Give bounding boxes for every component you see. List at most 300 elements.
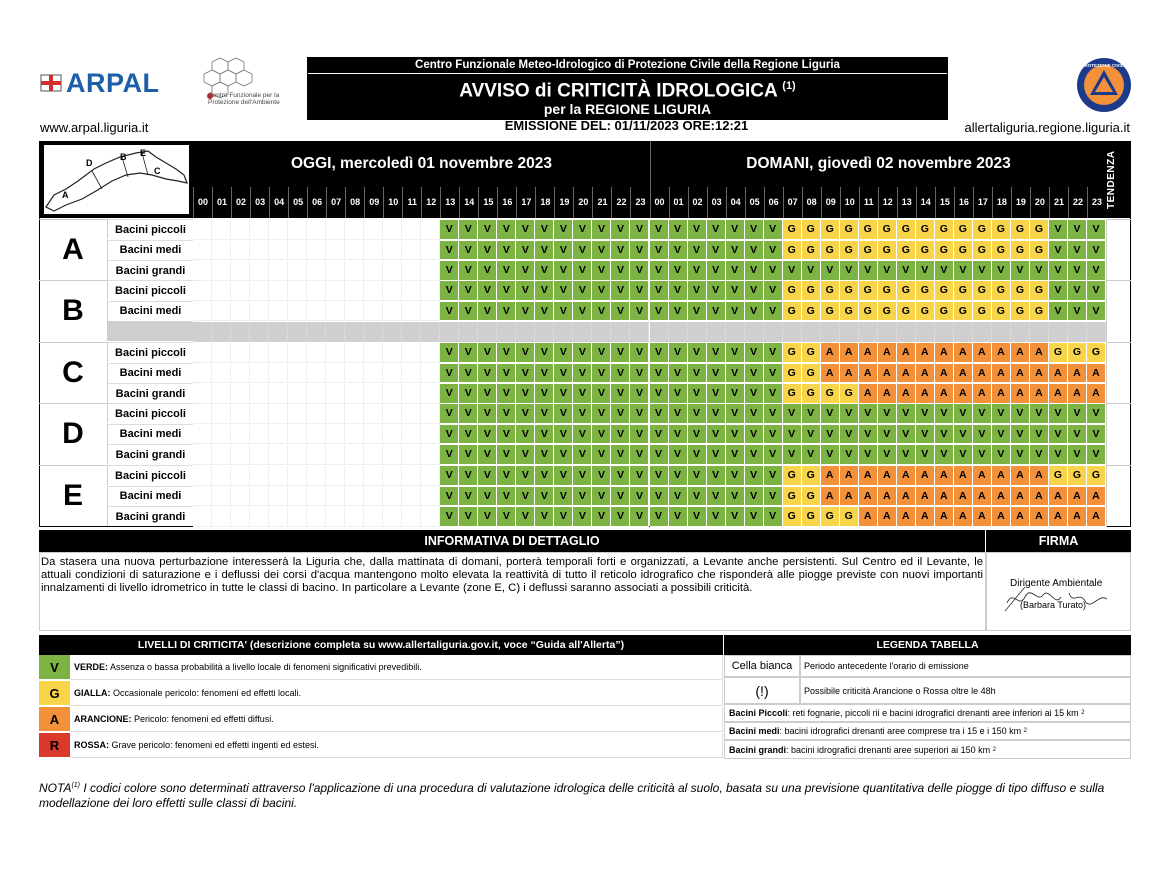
criticality-cell: G	[973, 220, 992, 240]
criticality-cell	[212, 343, 231, 363]
criticality-cell	[383, 404, 402, 424]
allerta-url-link[interactable]: allertaliguria.regione.liguria.it	[964, 120, 1130, 135]
hour-label: 22	[611, 187, 630, 218]
criticality-cell: V	[707, 364, 726, 384]
criticality-cell: V	[516, 343, 535, 363]
hour-label: 15	[478, 187, 497, 218]
criticality-cell: V	[573, 261, 592, 281]
criticality-cell: V	[1087, 445, 1106, 465]
criticality-cell: V	[478, 404, 497, 424]
criticality-cell: V	[745, 302, 764, 322]
criticality-cell: G	[783, 487, 802, 507]
criticality-cell: V	[669, 466, 688, 486]
criticality-cell: V	[497, 466, 516, 486]
criticality-cell	[288, 343, 307, 363]
criticality-cell: G	[1011, 302, 1030, 322]
criticality-cell	[611, 322, 630, 342]
criticality-cell	[193, 384, 212, 404]
criticality-cell: V	[630, 261, 649, 281]
criticality-cell: V	[650, 487, 669, 507]
basin-label: Bacini medi	[107, 424, 193, 444]
criticality-cell: V	[1068, 220, 1087, 240]
criticality-cell	[440, 322, 459, 342]
hour-label: 22	[1068, 187, 1087, 218]
criticality-cell: V	[535, 384, 554, 404]
criticality-cell: V	[802, 404, 821, 424]
day1-title: OGGI, mercoledì 01 novembre 2023	[290, 155, 553, 172]
basin-label: Bacini grandi	[107, 383, 193, 403]
criticality-cell: V	[459, 425, 478, 445]
criticality-cell: V	[650, 220, 669, 240]
criticality-cell: G	[840, 302, 859, 322]
hour-label: 12	[878, 187, 897, 218]
criticality-cell: A	[1011, 466, 1030, 486]
legend-medium-desc: : bacini idrografici drenanti aree comprese tra i 15 e i 150 km	[779, 726, 1022, 736]
criticality-cell: A	[1049, 507, 1068, 527]
criticality-cell	[345, 302, 364, 322]
criticality-cell: V	[440, 343, 459, 363]
criticality-cell: V	[611, 220, 630, 240]
criticality-cell	[364, 445, 383, 465]
criticality-cell: V	[440, 281, 459, 301]
criticality-cell: V	[554, 302, 573, 322]
criticality-cell	[669, 322, 688, 342]
criticality-cell: V	[516, 445, 535, 465]
criticality-cell: V	[611, 384, 630, 404]
criticality-cell: V	[459, 241, 478, 261]
criticality-cell: V	[459, 302, 478, 322]
criticality-cell	[288, 261, 307, 281]
basin-label: Bacini grandi	[107, 444, 193, 464]
criticality-cell: V	[878, 404, 897, 424]
criticality-cell	[364, 404, 383, 424]
criticality-cell: V	[707, 384, 726, 404]
criticality-cell: V	[535, 487, 554, 507]
criticality-cell: G	[783, 220, 802, 240]
criticality-cell: A	[878, 384, 897, 404]
criticality-cell: V	[745, 445, 764, 465]
criticality-cell: V	[516, 302, 535, 322]
criticality-cell: V	[459, 507, 478, 527]
criticality-cell: V	[859, 425, 878, 445]
criticality-cell	[421, 302, 440, 322]
criticality-cell: G	[992, 302, 1011, 322]
criticality-cell	[916, 322, 935, 342]
criticality-cell: A	[821, 466, 840, 486]
criticality-cell	[193, 220, 212, 240]
criticality-cell: G	[992, 281, 1011, 301]
criticality-cell	[859, 322, 878, 342]
criticality-cell	[250, 404, 269, 424]
criticality-cell	[250, 220, 269, 240]
criticality-cell: A	[935, 343, 954, 363]
criticality-cell: V	[764, 364, 783, 384]
criticality-cell: V	[650, 445, 669, 465]
criticality-cell: V	[1087, 241, 1106, 261]
criticality-cell: V	[459, 261, 478, 281]
criticality-cell: A	[897, 343, 916, 363]
criticality-cell: G	[935, 281, 954, 301]
criticality-cell: V	[440, 384, 459, 404]
criticality-cell	[326, 241, 345, 261]
criticality-cell	[231, 384, 250, 404]
basin-label: Bacini medi	[107, 363, 193, 383]
criticality-cell: V	[1030, 445, 1049, 465]
hour-label: 15	[935, 187, 954, 218]
criticality-cell: V	[611, 487, 630, 507]
level-desc-text: Assenza o bassa probabilità a livello locale di fenomeni significativi prevedibili.	[110, 662, 422, 672]
criticality-cell: G	[821, 384, 840, 404]
criticality-cell: A	[935, 487, 954, 507]
criticality-cell	[250, 302, 269, 322]
hour-label: 05	[288, 187, 307, 218]
footnote	[39, 778, 1131, 811]
criticality-cell	[231, 261, 250, 281]
criticality-cell	[307, 322, 326, 342]
criticality-cell: G	[821, 302, 840, 322]
criticality-cell	[421, 466, 440, 486]
criticality-cell: V	[630, 364, 649, 384]
criticality-cell: V	[916, 425, 935, 445]
criticality-cell	[288, 445, 307, 465]
criticality-cell: G	[878, 281, 897, 301]
criticality-cell: A	[1068, 384, 1087, 404]
level-letter: A	[39, 707, 70, 732]
criticality-cell: V	[1049, 404, 1068, 424]
criticality-cell: V	[650, 507, 669, 527]
criticality-cell: A	[992, 466, 1011, 486]
criticality-cell	[250, 322, 269, 342]
criticality-cell	[326, 220, 345, 240]
criticality-cell: V	[516, 241, 535, 261]
criticality-cell: V	[669, 220, 688, 240]
criticality-cell: G	[802, 241, 821, 261]
criticality-cell: V	[592, 466, 611, 486]
criticality-cell: A	[821, 487, 840, 507]
criticality-cell: V	[573, 466, 592, 486]
criticality-cell	[231, 241, 250, 261]
criticality-cell: G	[916, 241, 935, 261]
criticality-cell	[288, 322, 307, 342]
criticality-cell: V	[630, 281, 649, 301]
criticality-cell: V	[554, 281, 573, 301]
criticality-cell: V	[1030, 404, 1049, 424]
criticality-cell: V	[554, 364, 573, 384]
criticality-cell	[421, 487, 440, 507]
hour-label: 07	[326, 187, 345, 218]
criticality-cell	[421, 220, 440, 240]
criticality-cell	[364, 425, 383, 445]
hour-label: 08	[345, 187, 364, 218]
criticality-cell	[992, 322, 1011, 342]
criticality-cell	[402, 302, 421, 322]
criticality-cell: V	[478, 384, 497, 404]
criticality-cell: V	[573, 507, 592, 527]
legend-small-desc: : reti fognarie, piccoli rii e bacini idrografici drenanti aree inferiori ai 15 km	[787, 708, 1079, 718]
criticality-cell	[288, 302, 307, 322]
criticality-cell: V	[688, 384, 707, 404]
criticality-cell: V	[611, 302, 630, 322]
tendency-label: TENDENZA	[1106, 150, 1117, 209]
criticality-cell	[250, 364, 269, 384]
criticality-cell: V	[440, 445, 459, 465]
criticality-cell	[288, 364, 307, 384]
criticality-cell: V	[1068, 445, 1087, 465]
criticality-cell: V	[840, 445, 859, 465]
criticality-cell	[402, 241, 421, 261]
criticality-cell	[364, 487, 383, 507]
level-name: ROSSA:	[74, 740, 110, 750]
criticality-cell: V	[669, 384, 688, 404]
criticality-cell: V	[954, 404, 973, 424]
criticality-cell	[307, 384, 326, 404]
criticality-cell: V	[630, 302, 649, 322]
criticality-cell	[269, 487, 288, 507]
criticality-cell: A	[973, 507, 992, 527]
criticality-cell	[345, 425, 364, 445]
criticality-cell: V	[821, 425, 840, 445]
criticality-cell	[231, 425, 250, 445]
details-text: Da stasera una nuova perturbazione interesserà la Liguria che, dalla mattinata di domani, porterà temporali forti e organizzati, a Levante anche persistenti. Sul Centro ed il Levante, le attuali condizioni di saturazione e i deflussi dei corsi d'acqua mantengono molto elevata la reattività di tutto il reticolo idrografico che risponderà alle piogge previste con nuovi importanti innalzamenti di livello idrometrico in tutte le classi di bacino. In particolare a Levante (zone E, C) i deflussi saranno associati a possibili criticità.	[41, 556, 983, 594]
criticality-cell: G	[1087, 466, 1106, 486]
legend-excl: (!)	[724, 677, 800, 704]
levels-title: LIVELLI DI CRITICITA' (descrizione completa su www.allertaliguria.gov.it, voce “Guida all'Allerta”)	[39, 635, 723, 655]
criticality-cell	[250, 241, 269, 261]
criticality-cell: V	[726, 384, 745, 404]
criticality-cell: V	[611, 466, 630, 486]
criticality-cell: V	[535, 364, 554, 384]
criticality-cell: V	[764, 404, 783, 424]
criticality-cell	[288, 220, 307, 240]
criticality-cell	[345, 466, 364, 486]
hour-label: 17	[973, 187, 992, 218]
criticality-cell: G	[802, 487, 821, 507]
legend-medium-name: Bacini medi	[729, 726, 780, 736]
criticality-cell: V	[611, 281, 630, 301]
criticality-cell: V	[440, 425, 459, 445]
criticality-cell: V	[840, 404, 859, 424]
criticality-cell	[231, 364, 250, 384]
criticality-cell: V	[573, 220, 592, 240]
criticality-cell: V	[1011, 261, 1030, 281]
criticality-cell	[231, 507, 250, 527]
criticality-cell: V	[669, 404, 688, 424]
criticality-cell: V	[764, 384, 783, 404]
legend-large-name: Bacini grandi	[729, 744, 787, 755]
criticality-cell: V	[592, 364, 611, 384]
criticality-cell: G	[1011, 281, 1030, 301]
legend-large-basins	[724, 740, 1131, 759]
criticality-cell: V	[611, 445, 630, 465]
criticality-cell: G	[992, 220, 1011, 240]
criticality-cell: A	[1011, 364, 1030, 384]
criticality-cell: A	[973, 466, 992, 486]
criticality-cell: V	[478, 507, 497, 527]
criticality-cell: V	[573, 404, 592, 424]
criticality-cell	[231, 302, 250, 322]
criticality-cell	[1011, 322, 1030, 342]
criticality-cell	[821, 322, 840, 342]
criticality-cell: A	[1068, 507, 1087, 527]
criticality-cell: V	[611, 241, 630, 261]
criticality-cell: A	[859, 507, 878, 527]
hour-label: 10	[840, 187, 859, 218]
hour-label: 14	[916, 187, 935, 218]
hour-label: 00	[650, 187, 669, 218]
criticality-cell: A	[916, 466, 935, 486]
criticality-cell	[307, 507, 326, 527]
criticality-cell: V	[878, 261, 897, 281]
level-name: ARANCIONE:	[74, 714, 132, 724]
details-title: INFORMATIVA DI DETTAGLIO	[39, 530, 985, 552]
criticality-cell	[383, 384, 402, 404]
map-label-b: B	[120, 152, 127, 162]
criticality-cell: V	[688, 220, 707, 240]
criticality-cell: A	[821, 364, 840, 384]
hour-label: 20	[573, 187, 592, 218]
criticality-cell: V	[802, 445, 821, 465]
criticality-cell	[212, 445, 231, 465]
criticality-cell	[364, 384, 383, 404]
level-name: VERDE:	[74, 662, 109, 672]
criticality-cell: V	[973, 404, 992, 424]
criticality-cell: V	[478, 466, 497, 486]
criticality-cell	[326, 384, 345, 404]
criticality-cell: V	[630, 445, 649, 465]
criticality-cell	[231, 445, 250, 465]
criticality-cell	[288, 487, 307, 507]
zone-label: C	[39, 342, 107, 404]
criticality-cell: G	[954, 281, 973, 301]
criticality-cell: V	[440, 220, 459, 240]
criticality-cell: V	[440, 404, 459, 424]
criticality-cell	[878, 322, 897, 342]
criticality-cell: V	[935, 404, 954, 424]
criticality-cell: V	[840, 425, 859, 445]
criticality-cell	[592, 322, 611, 342]
criticality-cell: V	[897, 404, 916, 424]
hour-label: 09	[821, 187, 840, 218]
criticality-cell: G	[1011, 220, 1030, 240]
criticality-cell: V	[916, 261, 935, 281]
criticality-cell: G	[1049, 466, 1068, 486]
page-title-sup: (1)	[782, 80, 796, 92]
criticality-cell: V	[554, 425, 573, 445]
criticality-cell	[402, 220, 421, 240]
criticality-cell	[269, 261, 288, 281]
criticality-cell: V	[707, 445, 726, 465]
criticality-cell: V	[1011, 445, 1030, 465]
criticality-cell: V	[650, 302, 669, 322]
criticality-cell	[383, 322, 402, 342]
legend-small-sup: 2	[1081, 710, 1085, 716]
criticality-cell: V	[992, 404, 1011, 424]
criticality-cell	[250, 281, 269, 301]
criticality-cell: A	[1087, 384, 1106, 404]
criticality-cell: V	[840, 261, 859, 281]
criticality-cell: V	[954, 261, 973, 281]
hour-label: 06	[307, 187, 326, 218]
criticality-cell: A	[992, 384, 1011, 404]
criticality-cell: V	[478, 343, 497, 363]
criticality-cell: V	[688, 507, 707, 527]
hour-label: 18	[535, 187, 554, 218]
zone-label: B	[39, 280, 107, 342]
criticality-cell	[573, 322, 592, 342]
criticality-cell	[345, 384, 364, 404]
criticality-cell	[269, 241, 288, 261]
criticality-cell	[269, 404, 288, 424]
criticality-cell: V	[859, 404, 878, 424]
criticality-cell	[212, 507, 231, 527]
criticality-cell: G	[878, 241, 897, 261]
criticality-cell: G	[897, 281, 916, 301]
criticality-cell: G	[783, 281, 802, 301]
criticality-cell: V	[1049, 261, 1068, 281]
criticality-cell	[383, 343, 402, 363]
criticality-cell: V	[1030, 261, 1049, 281]
basin-label: Bacini medi	[107, 301, 193, 321]
criticality-cell: V	[497, 241, 516, 261]
criticality-cell: V	[783, 261, 802, 281]
criticality-cell	[269, 302, 288, 322]
criticality-cell: G	[1087, 343, 1106, 363]
criticality-cell	[421, 425, 440, 445]
criticality-cell: V	[1087, 404, 1106, 424]
criticality-cell: V	[573, 384, 592, 404]
criticality-cell: V	[478, 241, 497, 261]
criticality-cell: V	[535, 281, 554, 301]
emission-date: EMISSIONE DEL: 01/11/2023 ORE:12:21	[504, 118, 749, 133]
criticality-cell	[345, 281, 364, 301]
criticality-cell: V	[516, 425, 535, 445]
criticality-cell: G	[840, 384, 859, 404]
criticality-cell: A	[954, 384, 973, 404]
centre-logo-text: Centro Funzionale per la Protezione dell'Ambiente	[208, 92, 280, 106]
arpal-logo	[40, 67, 160, 98]
criticality-cell: G	[802, 343, 821, 363]
criticality-cell: G	[802, 466, 821, 486]
criticality-cell: G	[878, 220, 897, 240]
criticality-cell: V	[459, 384, 478, 404]
criticality-cell: V	[497, 425, 516, 445]
criticality-cell: G	[802, 384, 821, 404]
day2-title: DOMANI, giovedì 02 novembre 2023	[746, 155, 1011, 172]
criticality-cell: V	[688, 425, 707, 445]
criticality-cell	[402, 384, 421, 404]
hour-label: 07	[783, 187, 802, 218]
criticality-cell: V	[650, 281, 669, 301]
arpal-url-link[interactable]: www.arpal.liguria.it	[40, 120, 149, 135]
criticality-cell	[840, 322, 859, 342]
criticality-cell	[193, 302, 212, 322]
criticality-cell: V	[726, 404, 745, 424]
criticality-cell	[421, 384, 440, 404]
criticality-cell	[307, 364, 326, 384]
criticality-cell	[212, 220, 231, 240]
criticality-cell: V	[478, 302, 497, 322]
basin-label: Bacini piccoli	[107, 280, 193, 300]
criticality-cell: V	[516, 220, 535, 240]
criticality-cell	[421, 404, 440, 424]
criticality-cell: V	[573, 281, 592, 301]
criticality-cell: V	[726, 507, 745, 527]
level-letter: V	[39, 655, 70, 680]
criticality-cell: V	[611, 343, 630, 363]
criticality-cell	[231, 281, 250, 301]
criticality-cell: V	[973, 445, 992, 465]
criticality-cell: V	[1049, 425, 1068, 445]
